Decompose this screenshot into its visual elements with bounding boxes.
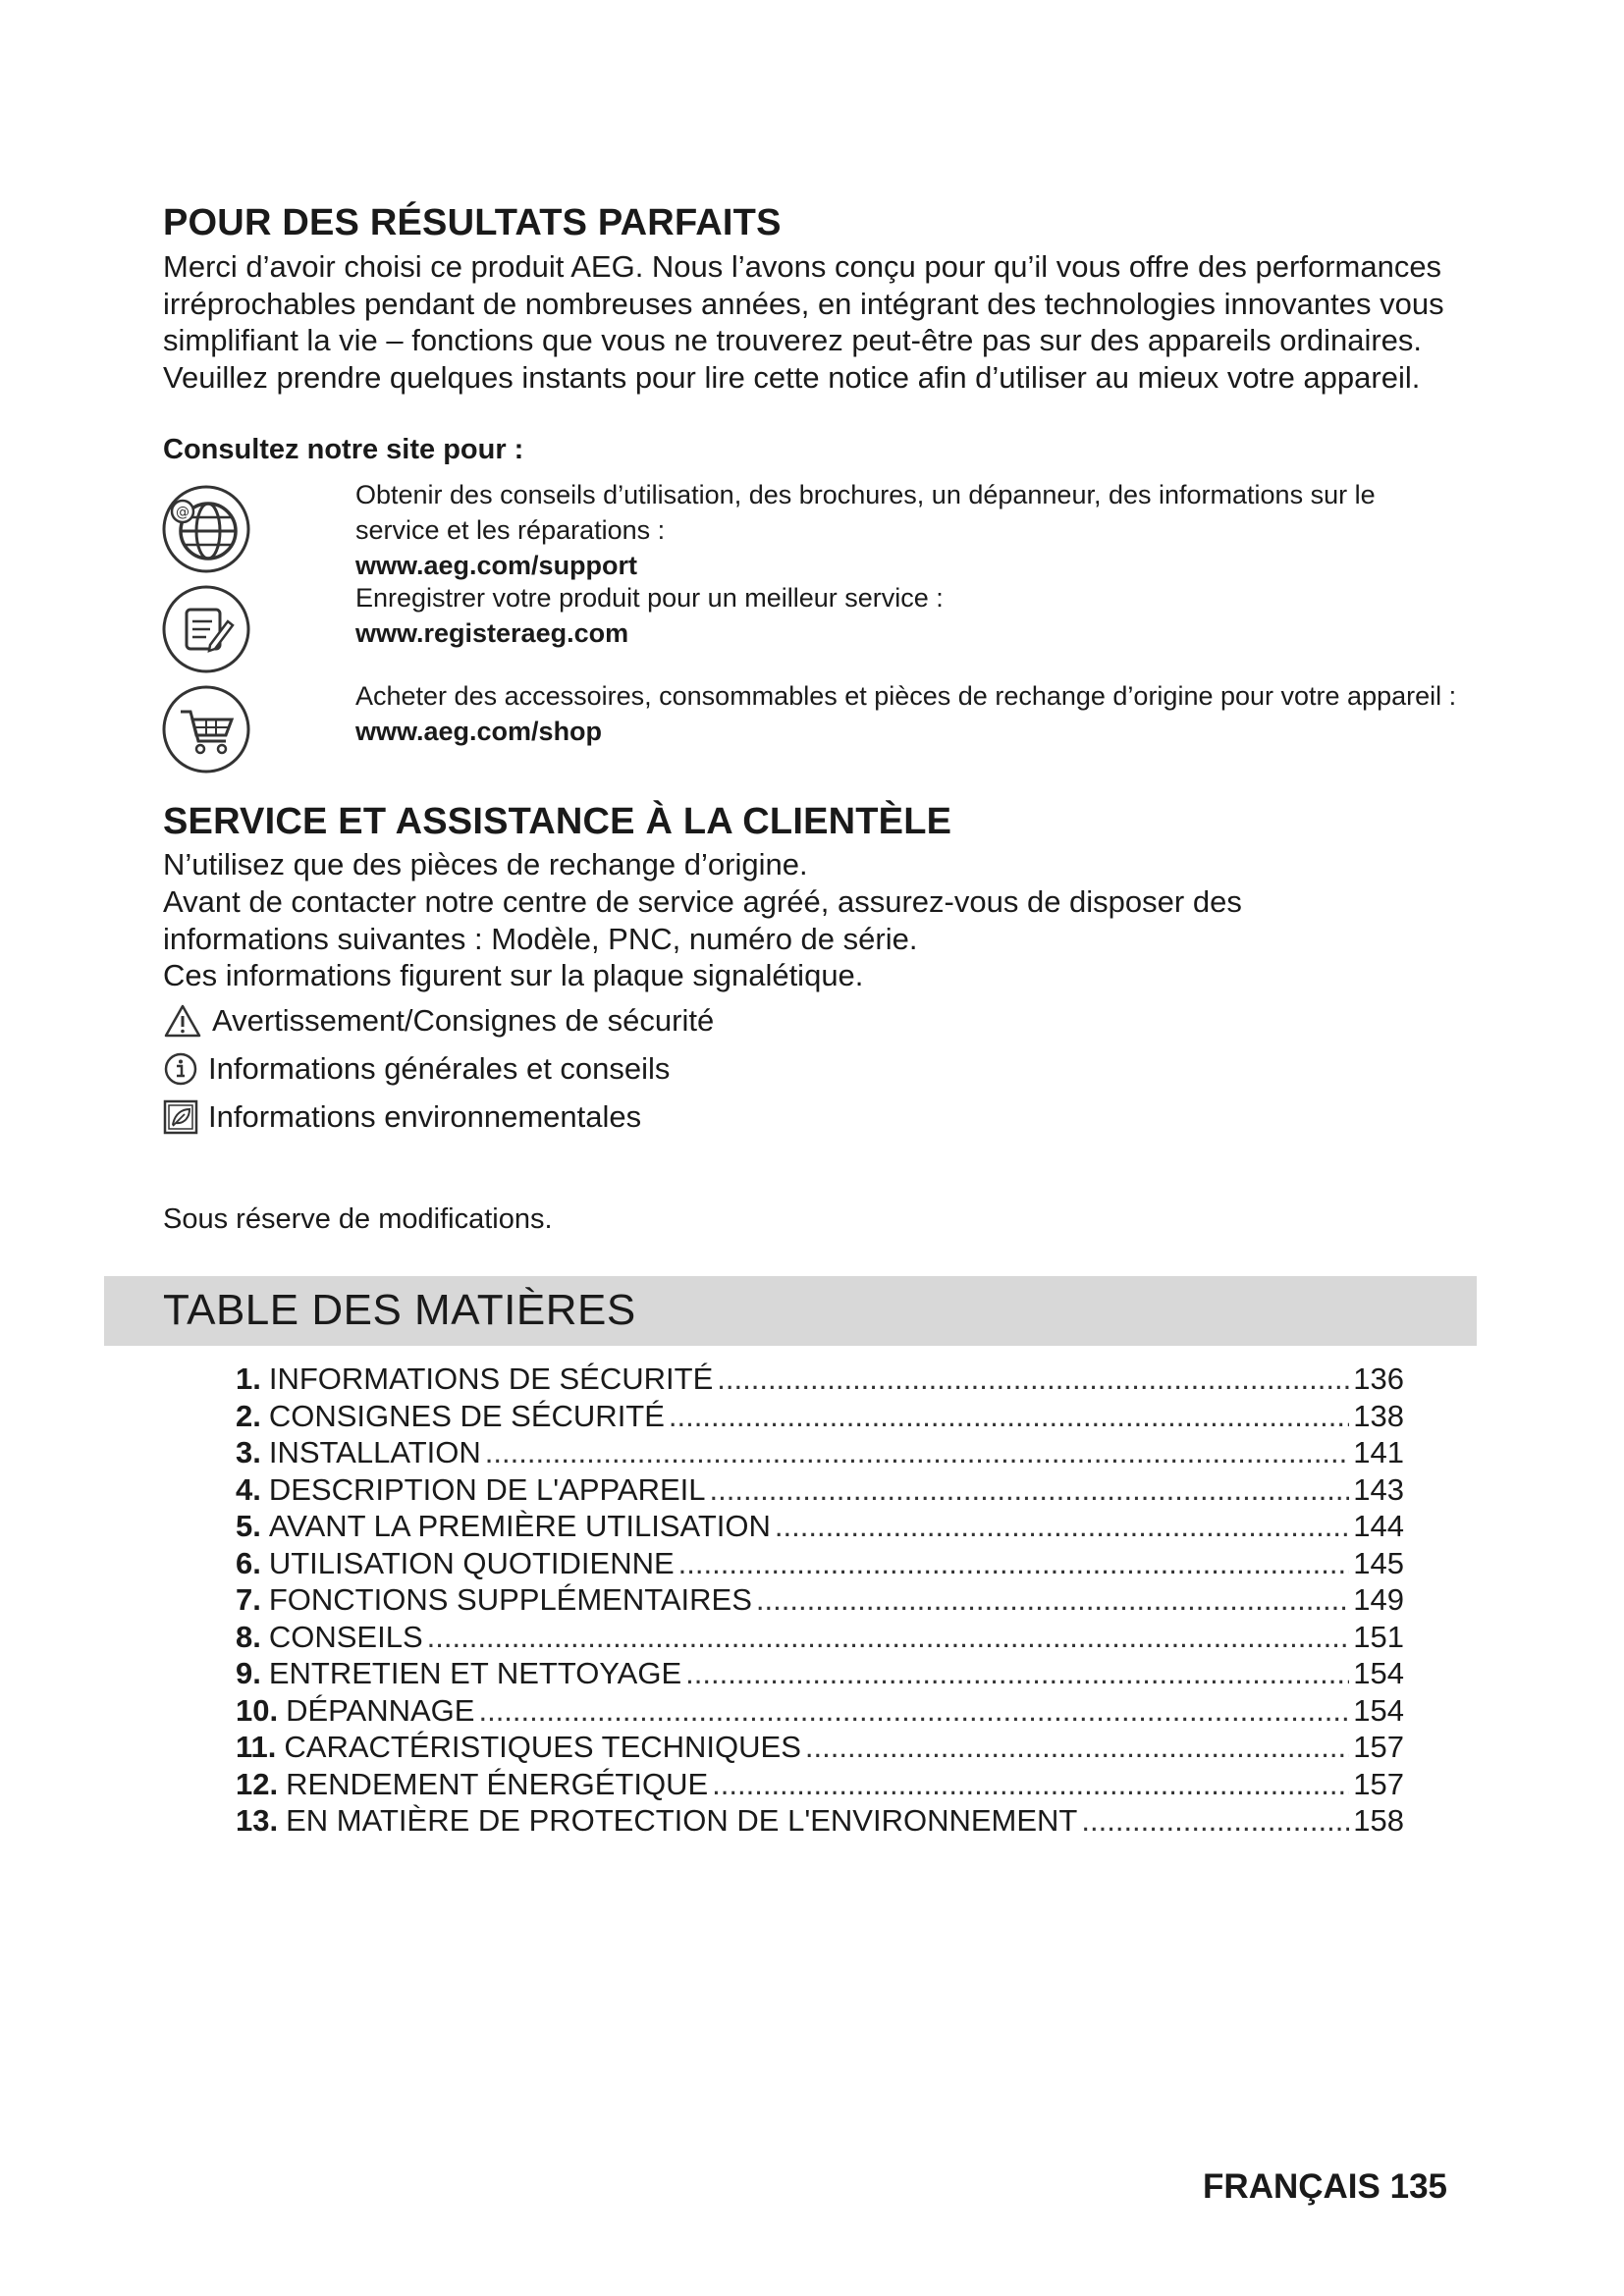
results-intro: Merci d’avoir choisi ce produit AEG. Nous l’avons conçu pour qu’il vous offre des performances irréprochables pendant de nombreuses années, en intégrant des technologies innovantes vous simplifiant la vie – fonctions que vous ne trouverez peut-être pas sur des appareils ordinaires. Veuillez prendre quelques instants pour lire cette notice afin d’utiliser au mieux votre appareil.: [163, 249, 1444, 395]
toc-page: 141: [1353, 1435, 1404, 1469]
consult-heading: Consultez notre site pour :: [163, 434, 524, 465]
cart-icon: [161, 684, 251, 774]
toc-leader: [427, 1619, 1350, 1656]
register-icon: [161, 584, 251, 674]
toc-number: 9.: [236, 1656, 261, 1690]
site-register: [355, 580, 1465, 651]
toc-leader: [478, 1692, 1349, 1730]
toc-page: 138: [1353, 1398, 1404, 1433]
toc-label: AVANT LA PREMIÈRE UTILISATION: [268, 1509, 771, 1543]
toc-number: 4.: [236, 1471, 261, 1507]
service-line-3: Ces informations figurent sur la plaque signalétique.: [163, 958, 864, 992]
toc-header-band: [104, 1276, 1477, 1346]
toc-page: 154: [1353, 1692, 1404, 1728]
site-register-text: Enregistrer votre produit pour un meilleur service :: [355, 583, 944, 613]
toc-page: 143: [1353, 1471, 1404, 1507]
toc-label: ENTRETIEN ET NETTOYAGE: [268, 1656, 682, 1690]
toc-page: 144: [1353, 1509, 1404, 1543]
svg-text:@: @: [176, 505, 189, 520]
toc-item[interactable]: [236, 1361, 1404, 1398]
service-line-2: Avant de contacter notre centre de service agréé, assurez-vous de disposer des informations suivantes : Modèle, PNC, numéro de série.: [163, 884, 1242, 956]
toc-item[interactable]: [236, 1508, 1404, 1545]
toc-leader: [756, 1581, 1349, 1619]
site-support-text: Obtenir des conseils d’utilisation, des brochures, un dépanneur, des informations sur le service et les réparations :: [355, 480, 1376, 545]
toc-number: 5.: [236, 1509, 261, 1543]
toc-label: DESCRIPTION DE L'APPAREIL: [268, 1471, 706, 1507]
toc-number: 6.: [236, 1545, 261, 1580]
toc-label: CONSEILS: [268, 1619, 423, 1654]
toc-item[interactable]: [236, 1471, 1404, 1509]
toc-label: EN MATIÈRE DE PROTECTION DE L'ENVIRONNEMENT: [286, 1803, 1078, 1838]
toc-label: UTILISATION QUOTIDIENNE: [268, 1545, 675, 1580]
toc-page: 151: [1353, 1619, 1404, 1654]
toc-item[interactable]: [236, 1581, 1404, 1619]
toc-leader: [712, 1766, 1349, 1803]
service-title: SERVICE ET ASSISTANCE À LA CLIENTÈLE: [163, 801, 952, 842]
toc-leader: [685, 1655, 1349, 1692]
reserve-note: Sous réserve de modifications.: [163, 1203, 553, 1235]
legend-environment: [163, 1097, 641, 1137]
toc-label: CARACTÉRISTIQUES TECHNIQUES: [284, 1730, 801, 1764]
toc-leader: [669, 1398, 1349, 1435]
info-icon: [163, 1051, 198, 1087]
warning-icon: [163, 1003, 202, 1039]
toc-item[interactable]: [236, 1398, 1404, 1435]
globe-icon: [161, 484, 251, 574]
site-shop: [355, 678, 1465, 749]
toc-title: TABLE DES MATIÈRES: [163, 1286, 636, 1334]
toc-leader: [485, 1434, 1350, 1471]
legend-info-label: Informations générales et conseils: [208, 1051, 671, 1086]
environment-icon: [163, 1099, 198, 1135]
legend-info: [163, 1049, 670, 1089]
toc-page: 157: [1353, 1730, 1404, 1764]
toc-label: FONCTIONS SUPPLÉMENTAIRES: [268, 1582, 752, 1617]
toc-leader: [775, 1508, 1349, 1545]
toc-item[interactable]: [236, 1802, 1404, 1840]
toc-leader: [805, 1729, 1349, 1766]
toc-list: [236, 1361, 1404, 1840]
toc-leader: [1081, 1802, 1349, 1840]
support-link[interactable]: www.aeg.com/support: [355, 551, 638, 580]
toc-label: INFORMATIONS DE SÉCURITÉ: [268, 1362, 714, 1396]
toc-leader: [710, 1471, 1350, 1509]
toc-label: DÉPANNAGE: [286, 1692, 475, 1728]
toc-item[interactable]: [236, 1434, 1404, 1471]
service-line-1: N’utilisez que des pièces de rechange d’origine.: [163, 847, 808, 881]
toc-number: 7.: [236, 1582, 261, 1617]
toc-item[interactable]: [236, 1766, 1404, 1803]
legend-environment-label: Informations environnementales: [208, 1099, 642, 1134]
toc-number: 12.: [236, 1766, 279, 1801]
toc-label: RENDEMENT ÉNERGÉTIQUE: [286, 1766, 709, 1801]
toc-item[interactable]: [236, 1692, 1404, 1730]
results-title: POUR DES RÉSULTATS PARFAITS: [163, 202, 782, 243]
shop-link[interactable]: www.aeg.com/shop: [355, 717, 603, 746]
toc-page: 136: [1353, 1362, 1404, 1396]
site-support: [355, 477, 1465, 583]
toc-item[interactable]: [236, 1619, 1404, 1656]
register-link[interactable]: www.registeraeg.com: [355, 618, 629, 648]
site-shop-text: Acheter des accessoires, consommables et pièces de rechange d’origine pour votre appareil :: [355, 681, 1457, 711]
toc-number: 10.: [236, 1692, 279, 1728]
toc-number: 8.: [236, 1619, 261, 1654]
toc-page: 154: [1353, 1656, 1404, 1690]
toc-number: 2.: [236, 1398, 261, 1433]
toc-page: 157: [1353, 1766, 1404, 1801]
toc-item[interactable]: [236, 1729, 1404, 1766]
toc-leader: [678, 1545, 1350, 1582]
toc-label: INSTALLATION: [268, 1435, 481, 1469]
toc-label: CONSIGNES DE SÉCURITÉ: [268, 1398, 665, 1433]
toc-item[interactable]: [236, 1655, 1404, 1692]
toc-leader: [717, 1361, 1349, 1398]
toc-number: 13.: [236, 1803, 279, 1838]
page-footer: FRANÇAIS 135: [1203, 2167, 1447, 2206]
toc-number: 1.: [236, 1362, 261, 1396]
toc-page: 149: [1353, 1582, 1404, 1617]
toc-item[interactable]: [236, 1545, 1404, 1582]
toc-number: 3.: [236, 1435, 261, 1469]
legend-warning: [163, 1001, 714, 1041]
legend-warning-label: Avertissement/Consignes de sécurité: [212, 1003, 715, 1038]
toc-number: 11.: [236, 1730, 277, 1764]
toc-page: 158: [1353, 1803, 1404, 1838]
toc-page: 145: [1353, 1545, 1404, 1580]
